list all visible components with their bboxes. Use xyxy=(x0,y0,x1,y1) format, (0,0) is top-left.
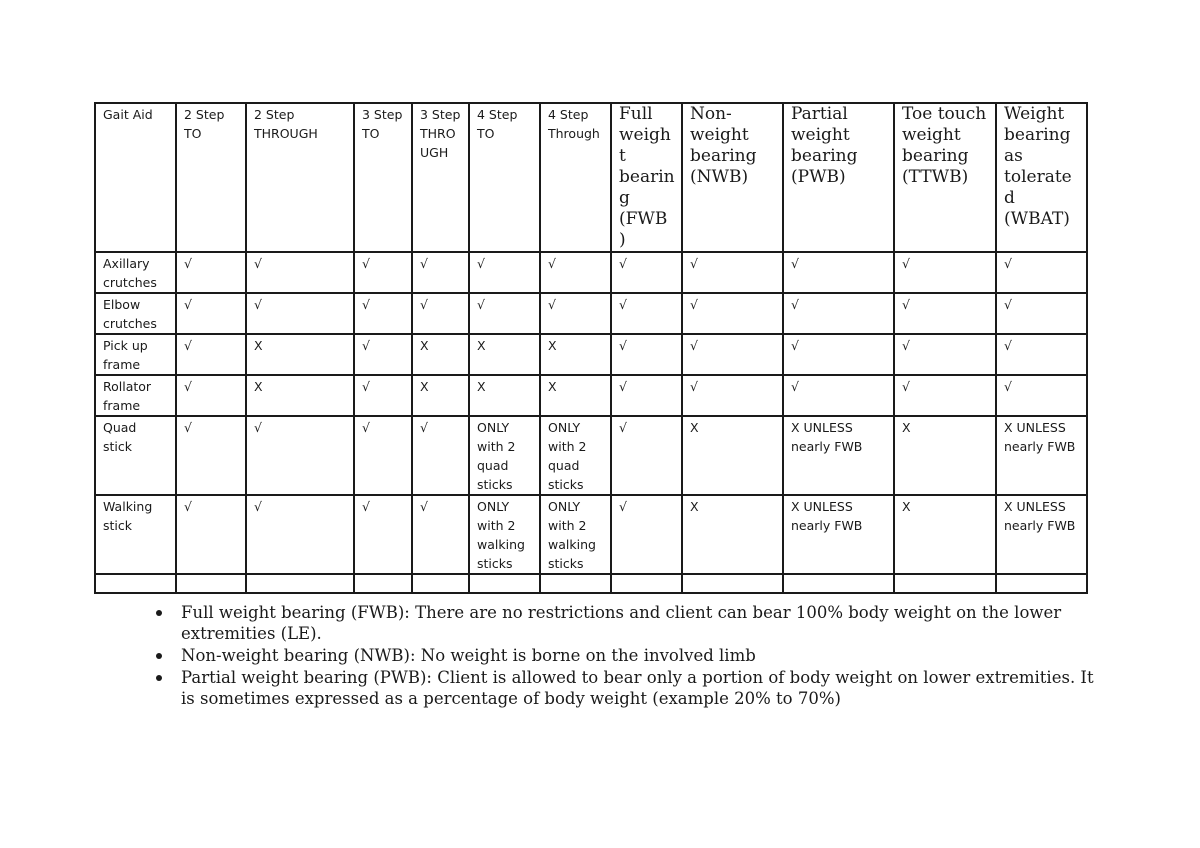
table-cell xyxy=(176,574,246,593)
table-cell: √ xyxy=(996,334,1087,375)
definition-nwb-text: Non-weight bearing (NWB): No weight is borne on the involved limb xyxy=(181,646,756,665)
gait-aid-name-cell: Axillary crutches xyxy=(95,252,176,293)
table-cell: √ xyxy=(611,293,682,334)
header-wbat: Weight bearing as tolerated (WBAT) xyxy=(996,103,1087,252)
table-cell: √ xyxy=(354,416,412,495)
table-cell: √ xyxy=(176,375,246,416)
table-cell: √ xyxy=(611,375,682,416)
table-cell: √ xyxy=(611,252,682,293)
table-cell: √ xyxy=(354,293,412,334)
table-cell: X UNLESS nearly FWB xyxy=(996,416,1087,495)
header-2-step-to: 2 Step TO xyxy=(176,103,246,252)
table-cell xyxy=(611,574,682,593)
table-cell: X xyxy=(469,334,540,375)
bullet-icon xyxy=(156,675,162,681)
gait-aid-name-cell xyxy=(95,574,176,593)
table-body xyxy=(95,252,1087,593)
table-cell: √ xyxy=(540,293,611,334)
table-cell: √ xyxy=(996,375,1087,416)
header-pwb: Partial weight bearing (PWB) xyxy=(783,103,894,252)
gait-aid-name-cell: Pick up frame xyxy=(95,334,176,375)
table-cell: X xyxy=(469,375,540,416)
definition-fwb xyxy=(150,602,1110,644)
table-cell: √ xyxy=(412,416,469,495)
table-row xyxy=(95,574,1087,593)
bullet-icon xyxy=(156,610,162,616)
table-cell: √ xyxy=(682,252,783,293)
table-cell: √ xyxy=(611,334,682,375)
table-cell: √ xyxy=(682,293,783,334)
header-4-step-to: 4 Step TO xyxy=(469,103,540,252)
table-cell: √ xyxy=(996,293,1087,334)
header-2-step-through: 2 Step THROUGH xyxy=(246,103,354,252)
table-cell: √ xyxy=(246,416,354,495)
table-row xyxy=(95,252,1087,293)
table-cell xyxy=(682,574,783,593)
table-row xyxy=(95,375,1087,416)
gait-aid-name-cell: Walking stick xyxy=(95,495,176,574)
table-cell xyxy=(412,574,469,593)
table-cell: √ xyxy=(176,293,246,334)
table-cell: √ xyxy=(354,334,412,375)
table-cell: √ xyxy=(996,252,1087,293)
table-cell xyxy=(246,574,354,593)
gait-aid-name-cell: Elbow crutches xyxy=(95,293,176,334)
header-nwb: Non- weight bearing (NWB) xyxy=(682,103,783,252)
table-cell: √ xyxy=(894,252,996,293)
table-cell: X xyxy=(412,375,469,416)
table-cell: √ xyxy=(176,416,246,495)
table-cell: √ xyxy=(246,293,354,334)
table-cell: √ xyxy=(540,252,611,293)
table-cell: √ xyxy=(611,416,682,495)
table-cell: X UNLESS nearly FWB xyxy=(996,495,1087,574)
table-cell: √ xyxy=(783,252,894,293)
table-cell: √ xyxy=(894,293,996,334)
table-cell: √ xyxy=(412,495,469,574)
table-cell: X xyxy=(540,375,611,416)
table-cell: ONLY with 2 walking sticks xyxy=(540,495,611,574)
gait-aid-name-cell: Quad stick xyxy=(95,416,176,495)
table-cell: √ xyxy=(894,334,996,375)
table-cell: √ xyxy=(469,293,540,334)
definition-fwb-text: Full weight bearing (FWB): There are no restrictions and client can bear 100% body weight on the lower extremities (LE). xyxy=(181,603,1062,643)
table-cell xyxy=(540,574,611,593)
table-cell: √ xyxy=(611,495,682,574)
table-cell: X xyxy=(682,416,783,495)
table-cell xyxy=(894,574,996,593)
header-fwb: Full weigh t bearin g (FWB ) xyxy=(611,103,682,252)
definitions-list xyxy=(150,602,1110,710)
header-3-step-through: 3 Step THRO UGH xyxy=(412,103,469,252)
table-header-row xyxy=(95,103,1087,252)
table-cell: √ xyxy=(354,252,412,293)
table-cell: √ xyxy=(176,252,246,293)
table-row xyxy=(95,495,1087,574)
gait-aid-table xyxy=(94,102,1088,594)
gait-aid-name-cell: Rollator frame xyxy=(95,375,176,416)
table-cell xyxy=(354,574,412,593)
table-cell: X xyxy=(246,375,354,416)
table-cell: X UNLESS nearly FWB xyxy=(783,416,894,495)
definition-nwb xyxy=(150,645,1110,666)
header-4-step-through: 4 Step Through xyxy=(540,103,611,252)
table-cell: √ xyxy=(682,334,783,375)
table-cell xyxy=(996,574,1087,593)
table-cell: X xyxy=(894,495,996,574)
definition-pwb-text: Partial weight bearing (PWB): Client is allowed to bear only a portion of body weight on lower extremities. It is sometimes expressed as a percentage of body weight (example 20% to 70%) xyxy=(181,668,1094,708)
table-cell: √ xyxy=(176,334,246,375)
table-cell: √ xyxy=(246,252,354,293)
definition-pwb xyxy=(150,667,1110,709)
table-row xyxy=(95,293,1087,334)
header-3-step-to: 3 Step TO xyxy=(354,103,412,252)
table-cell: √ xyxy=(354,495,412,574)
table-cell: ONLY with 2 quad sticks xyxy=(469,416,540,495)
table-cell: √ xyxy=(354,375,412,416)
table-cell: X xyxy=(894,416,996,495)
table-row xyxy=(95,416,1087,495)
header-ttwb: Toe touch weight bearing (TTWB) xyxy=(894,103,996,252)
table-cell: √ xyxy=(783,334,894,375)
table-cell: X xyxy=(246,334,354,375)
header-gait-aid: Gait Aid xyxy=(95,103,176,252)
table-cell xyxy=(783,574,894,593)
table-cell: ONLY with 2 walking sticks xyxy=(469,495,540,574)
table-cell: √ xyxy=(682,375,783,416)
table-cell: X UNLESS nearly FWB xyxy=(783,495,894,574)
table-cell: X xyxy=(540,334,611,375)
table-cell: √ xyxy=(246,495,354,574)
table-cell: X xyxy=(682,495,783,574)
table-cell: √ xyxy=(176,495,246,574)
table-cell: √ xyxy=(469,252,540,293)
table-cell: √ xyxy=(783,375,894,416)
table-cell: √ xyxy=(894,375,996,416)
table-row xyxy=(95,334,1087,375)
table-cell: ONLY with 2 quad sticks xyxy=(540,416,611,495)
table-cell: √ xyxy=(412,252,469,293)
table-cell: √ xyxy=(412,293,469,334)
table-cell xyxy=(469,574,540,593)
table-cell: X xyxy=(412,334,469,375)
bullet-icon xyxy=(156,653,162,659)
table-cell: √ xyxy=(783,293,894,334)
